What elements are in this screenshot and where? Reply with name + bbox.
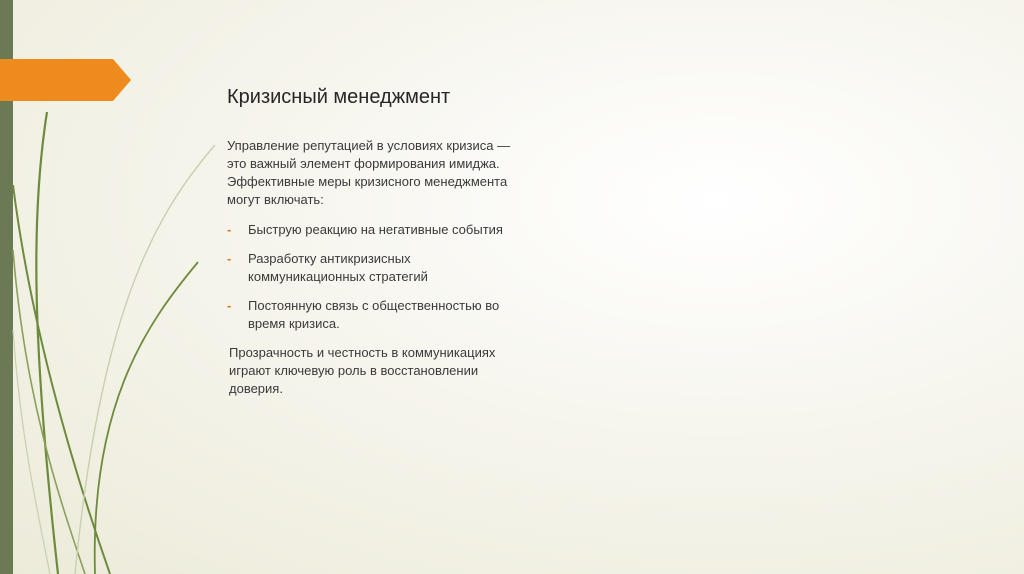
bullet-item [227,221,517,239]
bullet-marker: - [227,298,232,313]
bullet-list [227,221,517,333]
bullet-item [227,297,517,333]
bullet-marker: - [227,251,232,266]
bullet-marker: - [227,222,232,237]
closing-paragraph: Прозрачность и честность в коммуникациях играют ключевую роль в восстановлении доверия. [229,345,496,396]
intro-paragraph: Управление репутацией в условиях кризиса — это важный элемент формирования имиджа. Эффективные меры кризисного менеджмента могут включать: [227,138,511,207]
slide-body [227,137,517,398]
slide-title: Кризисный менеджмент [227,86,451,108]
orange-arrow-tab [0,0,140,574]
bullet-text: Постоянную связь с общественностью во время кризиса. [248,298,500,331]
bullet-text: Быструю реакцию на негативные события [248,222,503,237]
bullet-text: Разработку антикризисных коммуникационных стратегий [248,251,428,284]
bullet-item [227,250,517,286]
